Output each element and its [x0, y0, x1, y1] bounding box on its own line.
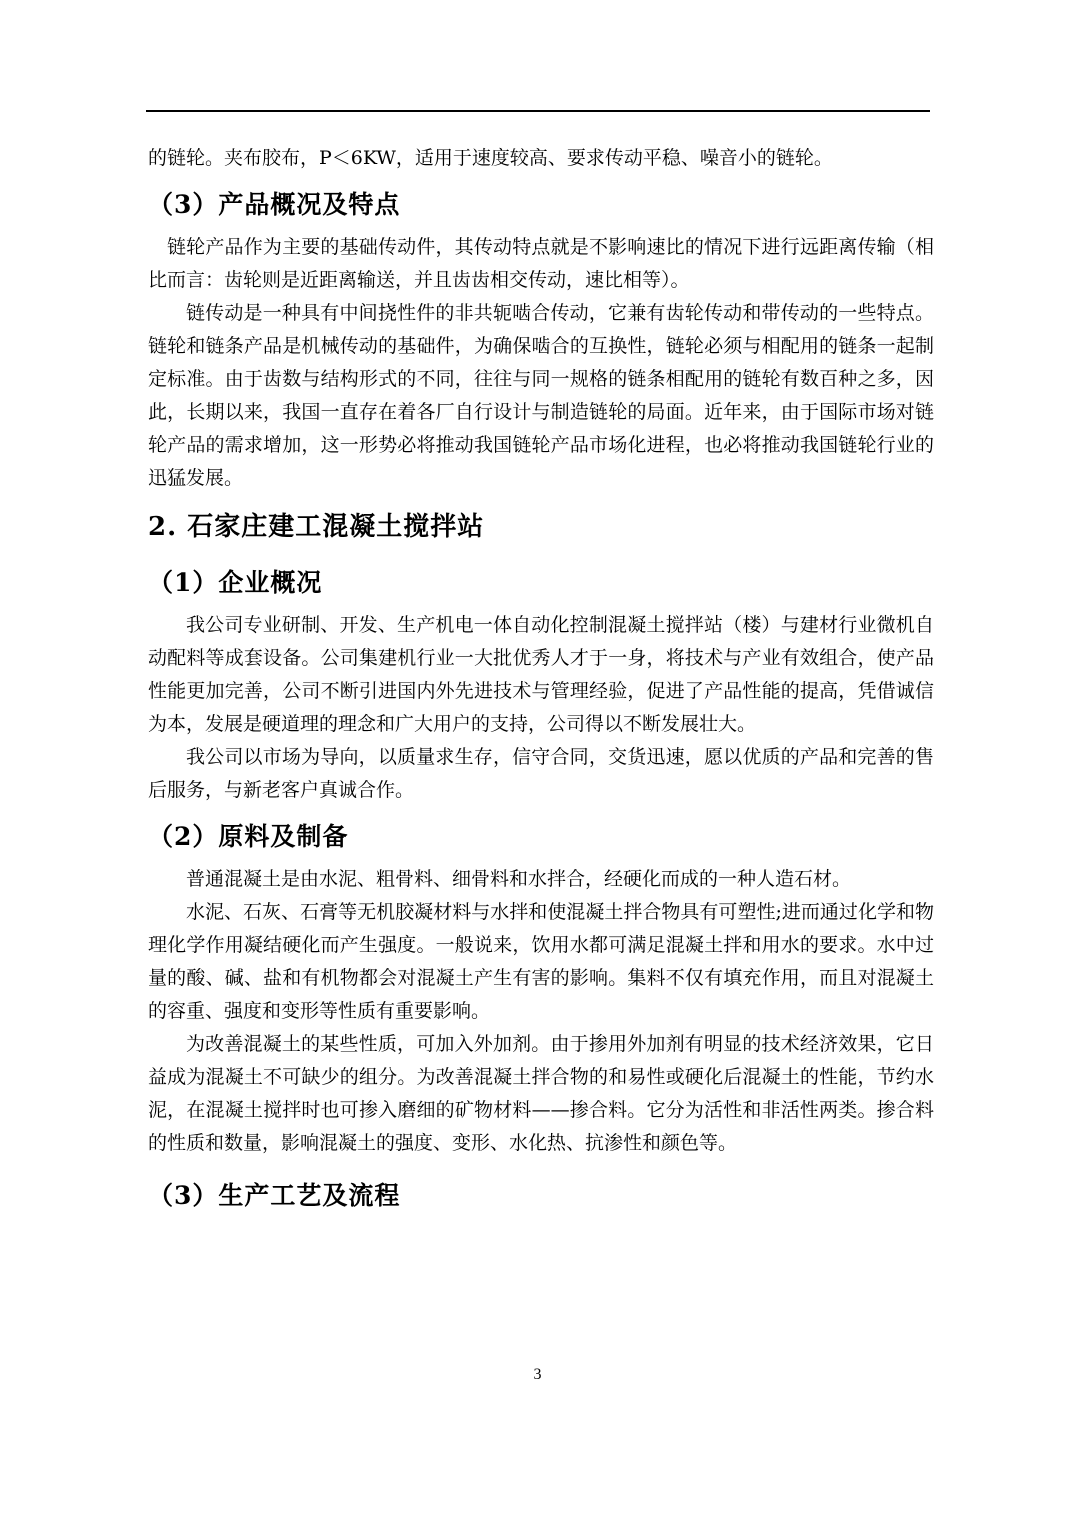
paragraph: 水泥、石灰、石膏等无机胶凝材料与水拌和使混凝土拌合物具有可塑性;进而通过化学和物理化学作用凝结硬化而产生强度。一般说来，饮用水都可满足混凝土拌和用水的要求。水中过量的酸、碱、盐和有机物都会对混凝土产生有害的影响。集料不仅有填充作用，而且对混凝土的容重、强度和变形等性质有重要影响。 — [148, 901, 934, 1022]
section-heading-process: （3）生产工艺及流程 — [148, 1181, 401, 1210]
paragraph: 链轮产品作为主要的基础传动件，其传动特点就是不影响速比的情况下进行远距离传输（相比而言：齿轮则是近距离输送，并且齿齿相交传动，速比相等）。 — [148, 236, 934, 291]
paragraph: 链传动是一种具有中间挠性件的非共轭啮合传动，它兼有齿轮传动和带传动的一些特点。链轮和链条产品是机械传动的基础件，为确保啮合的互换性，链轮必须与相配用的链条一起制定标准。由于齿数与结构形式的不同，往往与同一规格的链条相配用的链轮有数百种之多，因此，长期以来，我国一直存在着各厂自行设计与制造链轮的局面。近年来，由于国际市场对链轮产品的需求增加，这一形势必将推动我国链轮产品市场化进程，也必将推动我国链轮行业的迅猛发展。 — [148, 302, 934, 489]
section-heading-company-overview: （1）企业概况 — [148, 568, 323, 597]
section-heading-materials: （2）原料及制备 — [148, 822, 349, 851]
header-rule — [146, 110, 930, 112]
chapter-heading-concrete-plant: 2. 石家庄建工混凝土搅拌站 — [148, 512, 485, 542]
page-number: 3 — [533, 1366, 542, 1383]
paragraph: 我公司以市场为导向，以质量求生存，信守合同，交货迅速，愿以优质的产品和完善的售后服务，与新老客户真诚合作。 — [148, 746, 934, 801]
document-body — [148, 142, 934, 1222]
section-heading-product-overview: （3）产品概况及特点 — [148, 190, 401, 219]
paragraph: 为改善混凝土的某些性质，可加入外加剂。由于掺用外加剂有明显的技术经济效果，它日益成为混凝土不可缺少的组分。为改善混凝土拌合物的和易性或硬化后混凝土的性能，节约水泥，在混凝土搅拌时也可掺入磨细的矿物材料——掺合料。它分为活性和非活性两类。掺合料的性质和数量，影响混凝土的强度、变形、水化热、抗渗性和颜色等。 — [148, 1033, 934, 1154]
paragraph: 普通混凝土是由水泥、粗骨料、细骨料和水拌合，经硬化而成的一种人造石材。 — [186, 868, 852, 890]
paragraph: 我公司专业研制、开发、生产机电一体自动化控制混凝土搅拌站（楼）与建材行业微机自动配料等成套设备。公司集建机行业一大批优秀人才于一身，将技术与产业有效组合，使产品性能更加完善，公司不断引进国内外先进技术与管理经验，促进了产品性能的提高，凭借诚信为本，发展是硬道理的理念和广大用户的支持，公司得以不断发展壮大。 — [148, 614, 934, 735]
paragraph: 的链轮。夹布胶布，P＜6KW，适用于速度较高、要求传动平稳、噪音小的链轮。 — [148, 147, 833, 169]
